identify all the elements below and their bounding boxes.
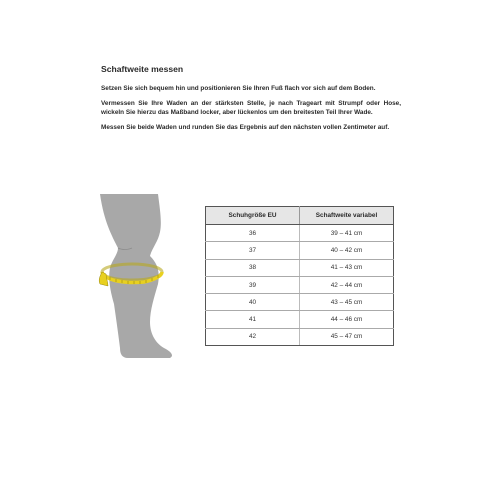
table-row [206,225,394,242]
table-row [206,259,394,276]
column-header-shoe-size: Schuhgröße EU [206,207,300,225]
shaft-width-cell: 42 – 44 cm [300,276,394,293]
table-row [206,328,394,345]
column-header-shaft-width: Schaftweite variabel [300,207,394,225]
table-row [206,276,394,293]
page-title: Schaftweite messen [101,64,184,74]
shoe-size-cell: 41 [206,311,300,328]
shaft-width-cell: 45 – 47 cm [300,328,394,345]
shoe-size-cell: 38 [206,259,300,276]
shoe-size-cell: 39 [206,276,300,293]
instruction-paragraph-1: Setzen Sie sich bequem hin und positionieren Sie Ihren Fuß flach vor sich auf dem Boden. [101,85,376,92]
shaft-width-cell: 41 – 43 cm [300,259,394,276]
table-header-row [206,207,394,225]
shoe-size-cell: 40 [206,294,300,311]
leg-with-measuring-tape-icon [88,192,180,362]
shaft-width-cell: 43 – 45 cm [300,294,394,311]
table-row [206,294,394,311]
instruction-paragraph-3: Messen Sie beide Waden und runden Sie das Ergebnis auf den nächsten vollen Zentimeter auf. [101,124,390,132]
instruction-paragraph-2: Vermessen Sie Ihre Waden an der stärksten Stelle, je nach Trageart mit Strumpf oder Hose, wickeln Sie hierzu das Maßband locker, aber lückenlos um den breitesten Teil Ihrer Wade. [101,100,401,116]
shaft-width-cell: 39 – 41 cm [300,225,394,242]
shoe-size-cell: 42 [206,328,300,345]
shoe-size-cell: 36 [206,225,300,242]
table-row [206,311,394,328]
document-body [101,64,401,140]
shoe-size-cell: 37 [206,242,300,259]
size-table [205,206,394,346]
shaft-width-cell: 44 – 46 cm [300,311,394,328]
table-row [206,242,394,259]
shaft-width-cell: 40 – 42 cm [300,242,394,259]
